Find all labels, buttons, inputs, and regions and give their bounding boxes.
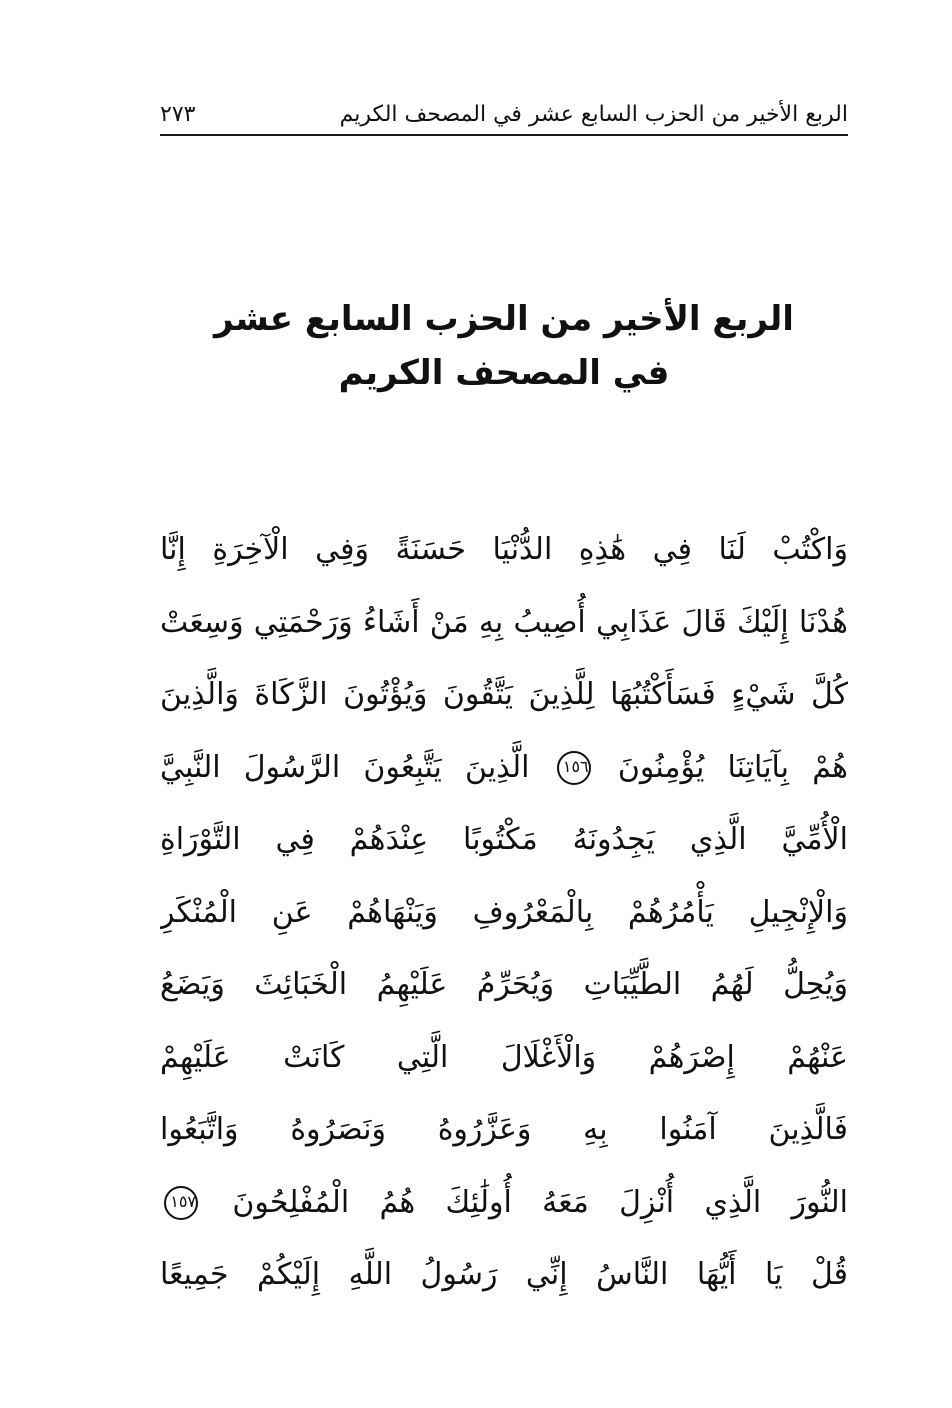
verse-line-10-text: النُّورَ الَّذِي أُنْزِلَ مَعَهُ أُولَٰئِكَ هُمُ الْمُفْلِحُونَ	[232, 1184, 848, 1220]
ayah-number-marker-157: ١٥٧	[164, 1186, 198, 1220]
page-number: ٢٧٣	[160, 102, 196, 127]
running-title: الربع الأخير من الحزب السابع عشر في المصحف الكريم	[339, 102, 848, 127]
verse-line-7: وَيُحِلُّ لَهُمُ الطَّيِّبَاتِ وَيُحَرِّمُ عَلَيْهِمُ الْخَبَائِثَ وَيَضَعُ	[160, 967, 848, 1002]
verse-line-2: هُدْنَا إِلَيْكَ قَالَ عَذَابِي أُصِيبُ بِهِ مَنْ أَشَاءُ وَرَحْمَتِي وَسِعَتْ	[160, 604, 848, 640]
verse-text-block	[160, 514, 848, 1312]
verse-line-6: وَالْإِنْجِيلِ يَأْمُرُهُمْ بِالْمَعْرُوفِ وَيَنْهَاهُمْ عَنِ الْمُنْكَرِ	[160, 894, 848, 930]
verse-line-9: فَالَّذِينَ آمَنُوا بِهِ وَعَزَّرُوهُ وَنَصَرُوهُ وَاتَّبَعُوا	[160, 1112, 848, 1147]
section-title-line-1: الربع الأخير من الحزب السابع عشر	[214, 299, 794, 339]
verse-line-4-start: هُمْ بِآيَاتِنَا يُؤْمِنُونَ	[617, 749, 848, 785]
verse-line-11: قُلْ يَا أَيُّهَا النَّاسُ إِنِّي رَسُولُ اللَّهِ إِلَيْكُمْ جَمِيعًا	[160, 1257, 848, 1292]
verse-line-3: كُلَّ شَيْءٍ فَسَأَكْتُبُهَا لِلَّذِينَ يَتَّقُونَ وَيُؤْتُونَ الزَّكَاةَ وَالَّذِينَ	[160, 677, 848, 712]
verse-line-8: عَنْهُمْ إِصْرَهُمْ وَالْأَغْلَالَ الَّتِي كَانَتْ عَلَيْهِمْ	[160, 1039, 848, 1075]
section-title	[160, 292, 848, 400]
verse-line-10	[160, 1167, 848, 1240]
verse-line-4	[160, 732, 848, 805]
verse-line-1: وَاكْتُبْ لَنَا فِي هَٰذِهِ الدُّنْيَا حَسَنَةً وَفِي الْآخِرَةِ إِنَّا	[160, 532, 848, 567]
ayah-number-marker-156: ١٥٦	[557, 751, 591, 785]
section-title-line-2: في المصحف الكريم	[338, 353, 670, 393]
verse-line-4-end: الَّذِينَ يَتَّبِعُونَ الرَّسُولَ النَّبِيَّ	[160, 749, 530, 785]
running-header	[160, 100, 848, 136]
verse-line-5: الْأُمِّيَّ الَّذِي يَجِدُونَهُ مَكْتُوبًا عِنْدَهُمْ فِي التَّوْرَاةِ	[160, 822, 848, 857]
